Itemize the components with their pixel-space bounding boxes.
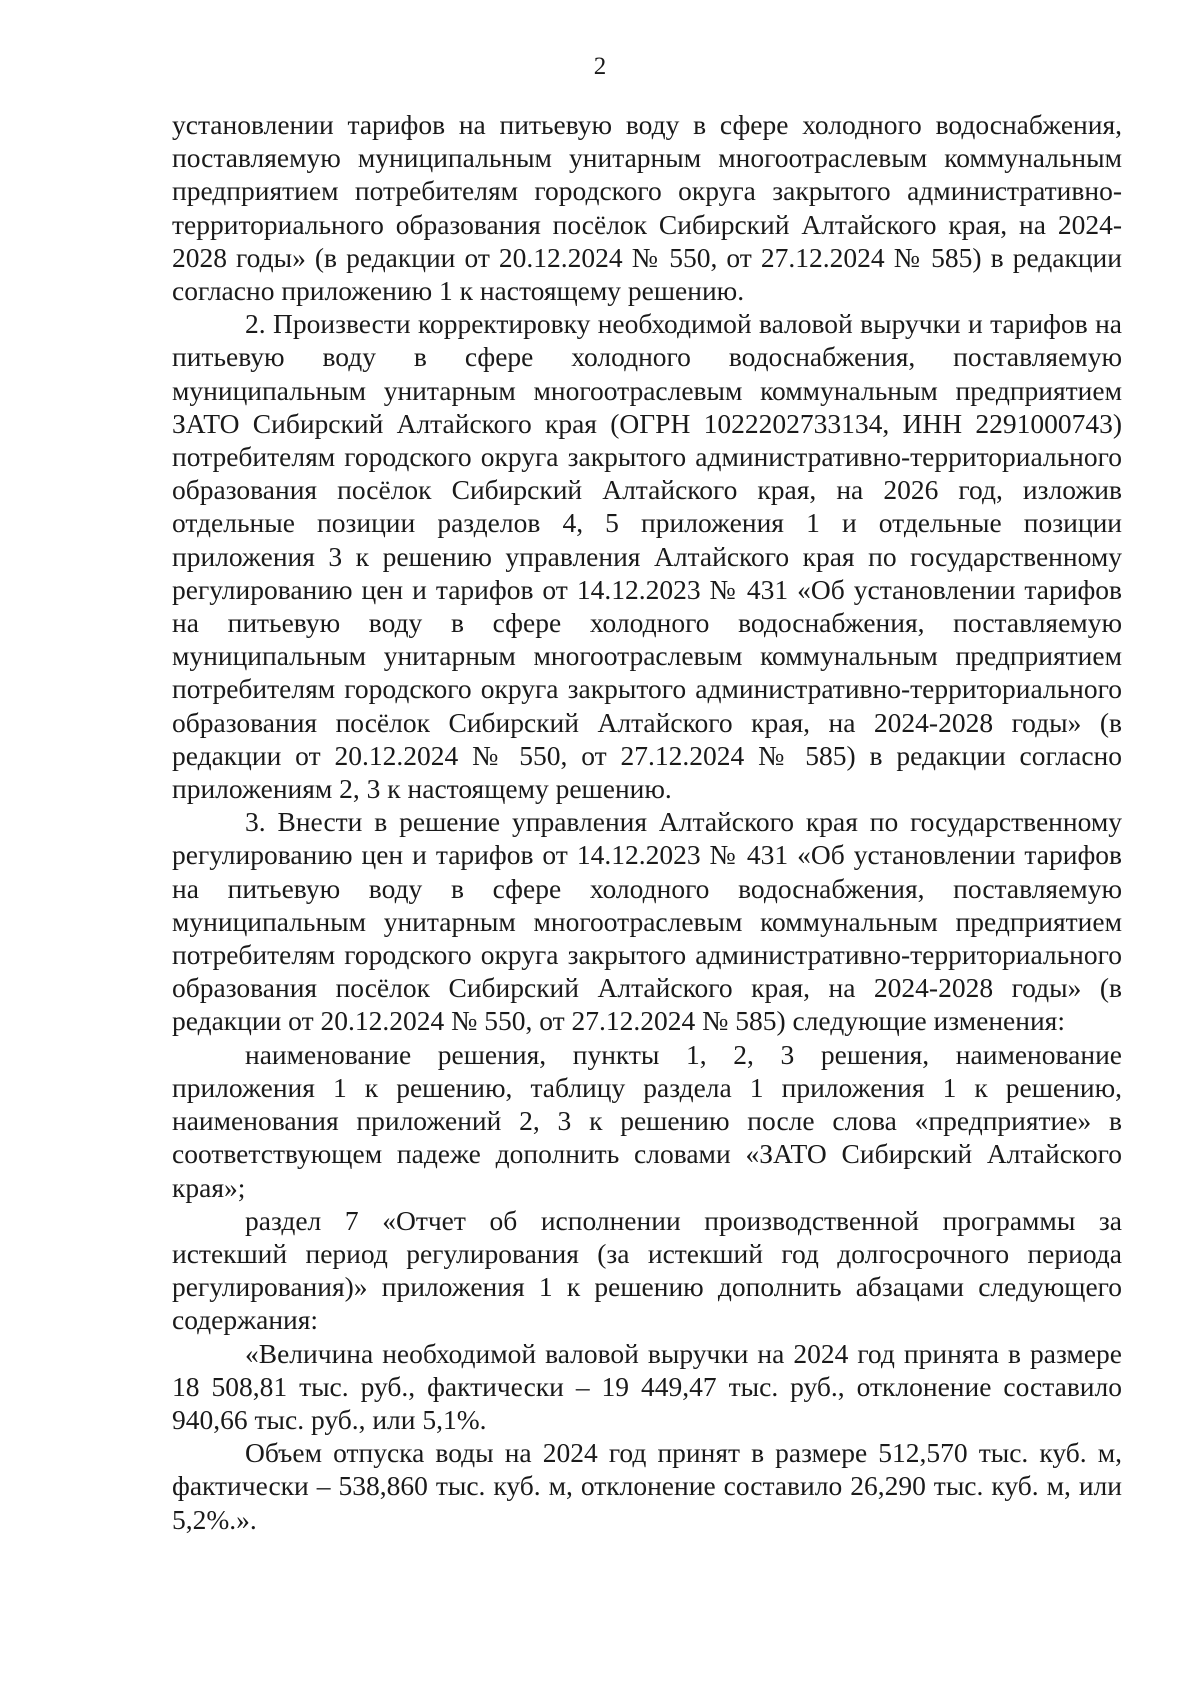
document-body — [172, 108, 1122, 1536]
paragraph-revenue: «Величина необходимой валовой выручки на 2024 год принята в размере 18 508,81 тыс. руб., фактически – 19 449,47 тыс. руб., отклонение составило 940,66 тыс. руб., или 5,1%. — [172, 1337, 1122, 1435]
paragraph-water-volume: Объем отпуска воды на 2024 год принят в размере 512,570 тыс. куб. м, фактически – 538,860 тыс. куб. м, отклонение составило 26,290 тыс. куб. м, или 5,2%.». — [172, 1437, 1122, 1535]
paragraph-amendment-names: наименование решения, пункты 1, 2, 3 решения, наименование приложения 1 к решению, таблицу раздела 1 приложения 1 к решению, наименования приложений 2, 3 к решению после слова «предприятие» в соответствующем падеже дополнить словами «ЗАТО Сибирский Алтайского края»; — [172, 1038, 1122, 1203]
paragraph-amendment-section-7: раздел 7 «Отчет об исполнении производственной программы за истекший период регулирования (за истекший год долгосрочного периода регулирования)» приложения 1 к решению дополнить абзацами следующего содержания: — [172, 1204, 1122, 1336]
paragraph-item-3: 3. Внести в решение управления Алтайского края по государственному регулированию цен и тарифов от 14.12.2023 № 431 «Об установлении тарифов на питьевую воду в сфере холодного водоснабжения, поставляемую муниципальным унитарным многоотраслевым коммунальным предприятием потребителям городского округа закрытого административно-территориального образования посёлок Сибирский Алтайского края, на 2024-2028 годы» (в редакции от 20.12.2024 № 550, от 27.12.2024 № 585) следующие изменения: — [172, 806, 1122, 1037]
paragraph-continuation: установлении тарифов на питьевую воду в сфере холодного водоснабжения, поставляемую муниципальным унитарным многоотраслевым коммунальным предприятием потребителям городского округа закрытого административно-территориального образования посёлок Сибирский Алтайского края, на 2024-2028 годы» (в редакции от 20.12.2024 № 550, от 27.12.2024 № 585) в редакции согласно приложению 1 к настоящему решению. — [172, 109, 1122, 307]
paragraph-item-2: 2. Произвести корректировку необходимой валовой выручки и тарифов на питьевую воду в сфере холодного водоснабжения, поставляемую муниципальным унитарным многоотраслевым коммунальным предприятием ЗАТО Сибирский Алтайского края (ОГРН 1022202733134, ИНН 2291000743) потребителям городского округа закрытого административно-территориального образования посёлок Сибирский Алтайского края, на 2026 год, изложив отдельные позиции разделов 4, 5 приложения 1 и отдельные позиции приложения 3 к решению управления Алтайского края по государственному регулированию цен и тарифов от 14.12.2023 № 431 «Об установлении тарифов на питьевую воду в сфере холодного водоснабжения, поставляемую муниципальным унитарным многоотраслевым коммунальным предприятием потребителям городского округа закрытого административно-территориального образования посёлок Сибирский Алтайского края, на 2024-2028 годы» (в редакции от 20.12.2024 № 550, от 27.12.2024 № 585) в редакции согласно приложениям 2, 3 к настоящему решению. — [172, 308, 1122, 805]
page-number: 2 — [593, 53, 607, 80]
